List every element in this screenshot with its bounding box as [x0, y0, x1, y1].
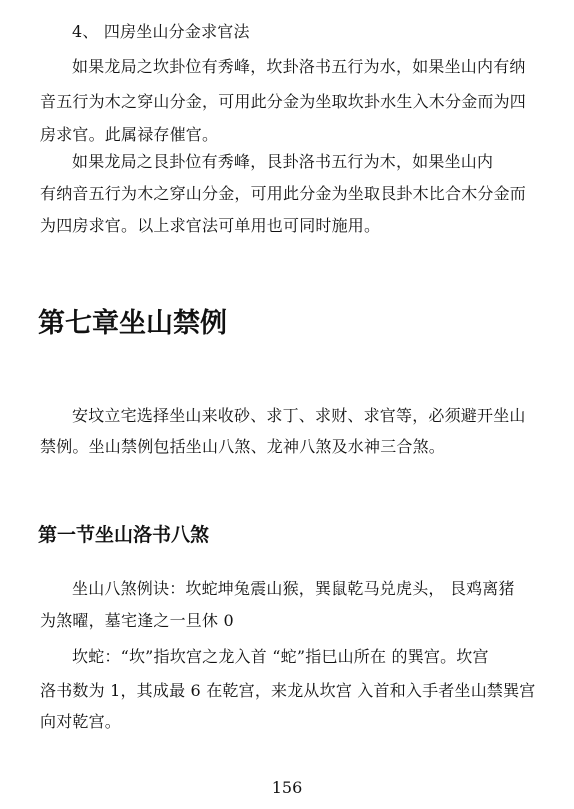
paragraph-line: 为煞曜，墓宅逢之一旦休 0: [40, 611, 234, 630]
paragraph-line: 如果龙局之坎卦位有秀峰，坎卦洛书五行为水，如果坐山内有纳: [72, 57, 526, 76]
paragraph-line: 向对乾宫。: [40, 712, 122, 731]
paragraph-line: 为四房求官。以上求官法可单用也可同时施用。: [40, 216, 381, 235]
paragraph-line: 有纳音五行为木之穿山分金，可用此分金为坐取艮卦木比合木分金而: [40, 184, 527, 203]
paragraph-line: 房求官。此属禄存催官。: [40, 125, 219, 144]
paragraph-line: 音五行为木之穿山分金，可用此分金为坐取坎卦水生入木分金而为四: [40, 92, 527, 111]
paragraph-line: 坐山八煞例诀：坎蛇坤兔震山猴，巽鼠乾马兑虎头， 艮鸡离猪: [72, 579, 515, 598]
chapter-title: 第七章坐山禁例: [38, 308, 227, 339]
page-number: 156: [271, 778, 303, 797]
paragraph-line: 坎蛇：“坎”指坎宫之龙入首 “蛇”指巳山所在 的巽宫。坎宫: [72, 647, 489, 666]
paragraph-line: 洛书数为 1，其成最 6 在乾宫，来龙从坎宫 入首和入手者坐山禁巽宫: [40, 681, 536, 700]
subsection-heading: 4、 四房坐山分金求官法: [72, 22, 250, 41]
paragraph-line: 禁例。坐山禁例包括坐山八煞、龙神八煞及水神三合煞。: [40, 437, 446, 456]
paragraph-line: 如果龙局之艮卦位有秀峰，艮卦洛书五行为木，如果坐山内: [72, 152, 494, 171]
paragraph-line: 安坟立宅选择坐山来收砂、求丁、求财、求官等，必须避开坐山: [72, 406, 526, 425]
section-title: 第一节坐山洛书八煞: [38, 524, 210, 546]
